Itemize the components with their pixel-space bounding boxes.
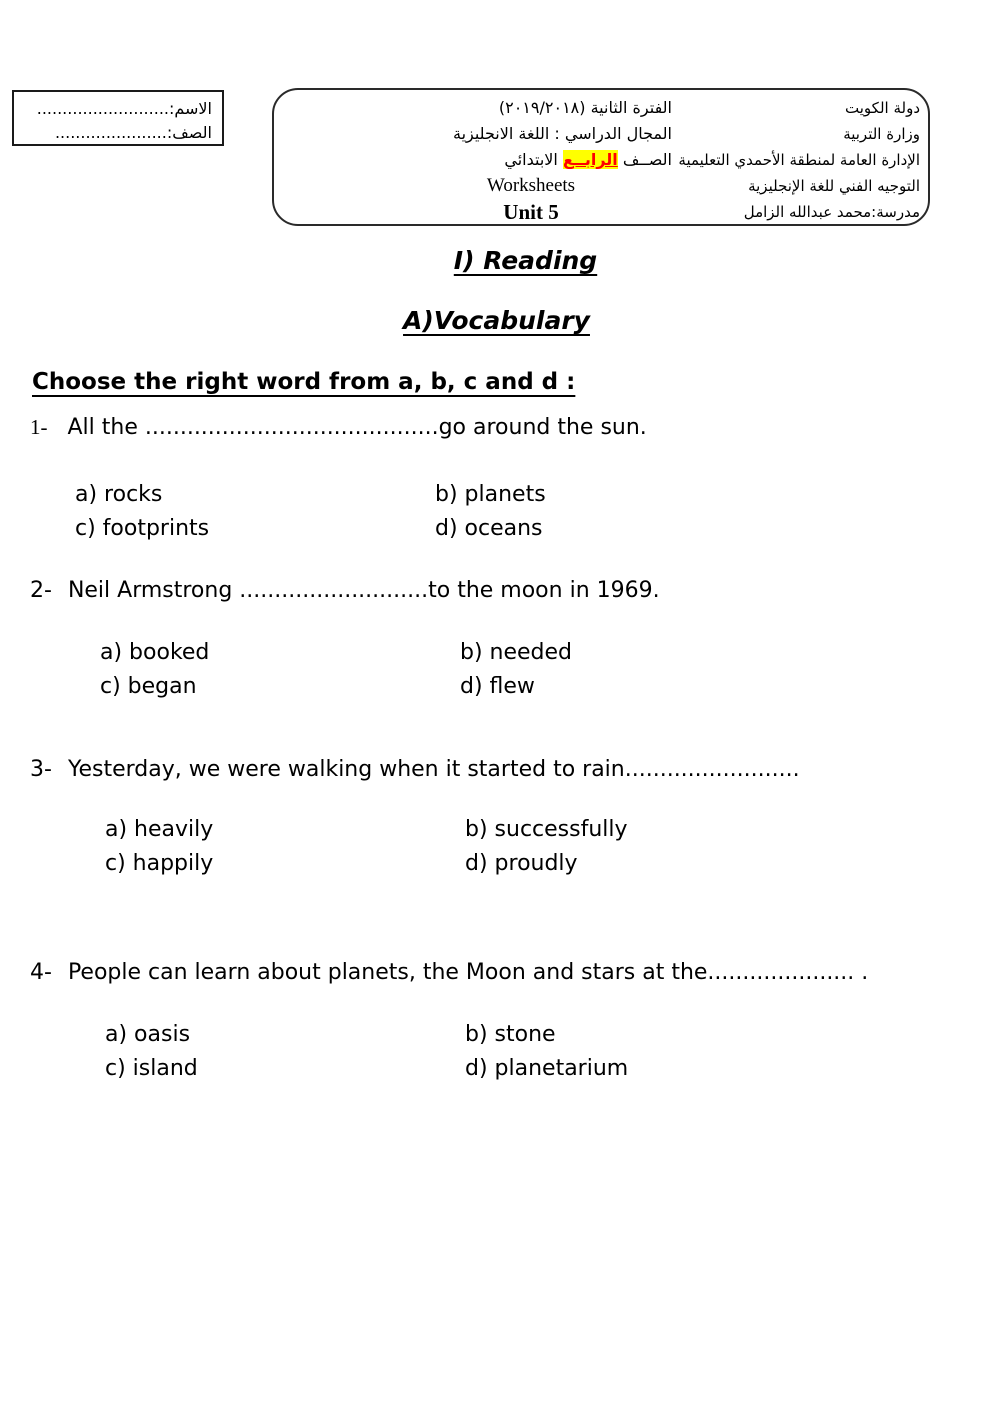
option-c: c) island	[105, 1056, 198, 1081]
option-b: b) stone	[465, 1022, 556, 1047]
option-a: a) booked	[100, 640, 210, 665]
student-info-box	[12, 90, 224, 146]
option-b: b) successfully	[465, 817, 628, 842]
options-row	[105, 813, 628, 847]
ministry-line-1: دولة الكويت	[845, 99, 920, 117]
question-1-text: All the ..........................................go around the sun.	[67, 415, 647, 440]
grade-prefix: الصــف	[617, 150, 672, 169]
question-2	[30, 578, 660, 603]
options-row	[75, 478, 546, 512]
question-1	[30, 415, 647, 440]
ministry-line-4: التوجيه الفني للغة الإنجليزية	[748, 177, 920, 195]
option-c: c) began	[100, 674, 197, 699]
question-2-text: Neil Armstrong ...........................to the moon in 1969.	[67, 578, 660, 603]
unit-label: Unit 5	[503, 200, 559, 224]
subject-line: المجال الدراسي : اللغة الانجليزية	[452, 124, 672, 143]
options-row	[75, 512, 546, 546]
option-d: d) planetarium	[465, 1056, 629, 1081]
options-row	[105, 847, 628, 881]
header-left-column	[280, 95, 672, 224]
options-row	[100, 670, 572, 704]
option-a: a) heavily	[105, 817, 214, 842]
header-right-column	[672, 95, 920, 224]
reading-heading: I) Reading	[453, 246, 598, 275]
school-header-box	[272, 88, 930, 226]
option-b: b) needed	[460, 640, 573, 665]
options-row	[100, 636, 572, 670]
option-a: a) oasis	[105, 1022, 191, 1047]
question-4-text: People can learn about planets, the Moon and stars at the..................... .	[67, 960, 869, 985]
grade-line	[280, 147, 672, 173]
question-3	[30, 757, 800, 782]
worksheets-label: Worksheets	[486, 175, 576, 196]
question-1-number: 1-	[30, 415, 48, 439]
grade-highlighted-word: الرابــع	[562, 150, 618, 169]
option-d: d) oceans	[435, 516, 543, 541]
school-name-line: مدرسة:محمد عبدالله الزامل	[743, 203, 920, 221]
option-c: c) footprints	[75, 516, 210, 541]
option-a: a) rocks	[75, 482, 163, 507]
question-1-options	[75, 478, 546, 546]
options-row	[105, 1018, 628, 1052]
option-c: c) happily	[105, 851, 214, 876]
question-4-number: 4-	[30, 960, 52, 985]
question-4-options	[105, 1018, 628, 1086]
question-2-options	[100, 636, 572, 704]
ministry-line-2: وزارة التربية	[843, 125, 920, 143]
name-field-line: الاسم:..........................	[36, 99, 212, 118]
grade-suffix: الابتدائي	[504, 150, 563, 169]
options-row	[105, 1052, 628, 1086]
option-b: b) planets	[435, 482, 546, 507]
question-3-text: Yesterday, we were walking when it started to rain.........................	[67, 757, 800, 782]
option-d: d) proudly	[465, 851, 578, 876]
question-2-number: 2-	[30, 578, 52, 603]
class-field-line: الصف:......................	[54, 123, 212, 142]
term-line: الفترة الثانية (٢٠١٩/٢٠١٨)	[498, 98, 672, 117]
ministry-line-3: الإدارة العامة لمنطقة الأحمدي التعليمية	[678, 151, 920, 169]
instruction-line: Choose the right word from a, b, c and d :	[32, 369, 576, 395]
option-d: d) flew	[460, 674, 535, 699]
question-3-number: 3-	[30, 757, 52, 782]
question-3-options	[105, 813, 628, 881]
vocabulary-heading: A)Vocabulary	[403, 306, 590, 335]
question-4	[30, 960, 868, 985]
